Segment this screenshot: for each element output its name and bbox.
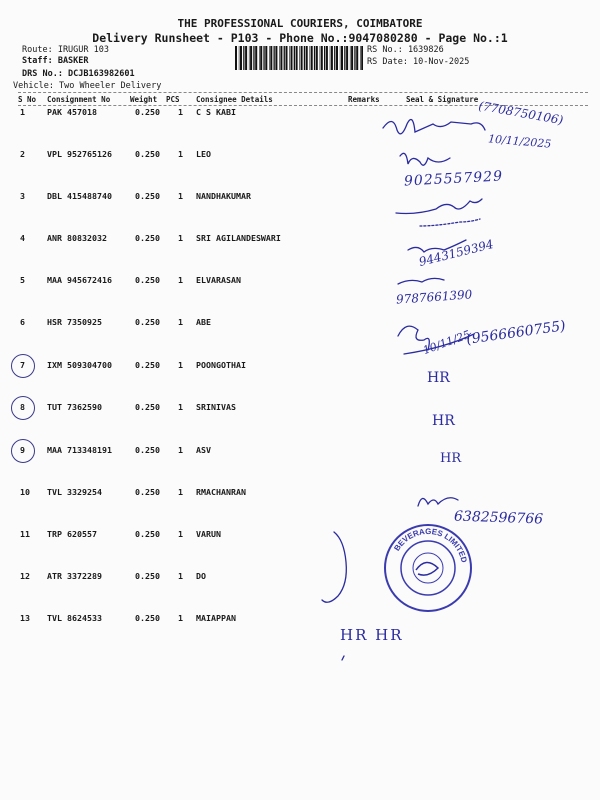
rs-date: RS Date: 10-Nov-2025 (367, 57, 470, 67)
row-7-name: POONGOTHAI (196, 360, 246, 370)
row-6-name: ABE (196, 317, 211, 327)
row-8-pcs: 1 (178, 402, 183, 412)
signature-2 (400, 153, 450, 165)
row-11-cons: TRP 620557 (47, 529, 97, 539)
document-title: THE PROFESSIONAL COURIERS, COIMBATORE (177, 17, 423, 30)
row-1-name: C S KABI (196, 107, 236, 117)
row-5-wt: 0.250 (135, 275, 160, 285)
row-7-sno: 7 (20, 360, 25, 370)
row-9-sno: 9 (20, 445, 25, 455)
col-weight: Weight (130, 95, 158, 104)
handwritten-hr-7: HR (427, 370, 450, 386)
row-11-name: VARUN (196, 529, 221, 539)
row-8-sno: 8 (20, 402, 25, 412)
signature-1 (383, 120, 485, 134)
col-remarks: Remarks (348, 95, 380, 104)
handwritten-date-6: 10/11/25 (421, 327, 473, 358)
row-3-cons: DBL 415488740 (47, 191, 112, 201)
row-4-pcs: 1 (178, 233, 183, 243)
row-12-name: DO (196, 571, 206, 581)
company-seal (382, 522, 474, 614)
drs-label: DRS No.: DCJB163982601 (22, 69, 135, 79)
row-5-name: ELVARASAN (196, 275, 241, 285)
row-10-pcs: 1 (178, 487, 183, 497)
row-7-pcs: 1 (178, 360, 183, 370)
row-7-wt: 0.250 (135, 360, 160, 370)
row-2-cons: VPL 952765126 (47, 149, 112, 159)
row-11-sno: 11 (20, 529, 30, 539)
rs-number: RS No.: 1639826 (367, 45, 444, 55)
handwritten-phone-5: 9787661390 (395, 287, 473, 307)
row-1-wt: 0.250 (135, 107, 160, 117)
row-13-cons: TVL 8624533 (47, 613, 102, 623)
signature-3b (420, 219, 480, 226)
handwritten-phone-2: 9025557929 (403, 168, 504, 190)
row-9-cons: MAA 713348191 (47, 445, 112, 455)
row-3-sno: 3 (20, 191, 25, 201)
signature-10 (418, 498, 458, 506)
row-5-cons: MAA 945672416 (47, 275, 112, 285)
row-9-name: ASV (196, 445, 211, 455)
row-4-sno: 4 (20, 233, 25, 243)
signature-5 (398, 278, 444, 284)
row-2-pcs: 1 (178, 149, 183, 159)
route-label: Route: IRUGUR 103 (22, 45, 109, 55)
row-9-wt: 0.250 (135, 445, 160, 455)
row-13-sno: 13 (20, 613, 30, 623)
row-13-wt: 0.250 (135, 613, 160, 623)
col-consignment: Consignment No (47, 95, 111, 104)
col-consignee: Consignee Details (196, 95, 273, 104)
signature-3 (396, 199, 482, 214)
handwritten-hr-9: HR (440, 451, 462, 466)
handwritten-date-1: 10/11/2025 (487, 132, 552, 151)
row-8-cons: TUT 7362590 (47, 402, 102, 412)
header-top-rule (18, 92, 588, 93)
row-11-wt: 0.250 (135, 529, 160, 539)
row-3-wt: 0.250 (135, 191, 160, 201)
row-5-sno: 5 (20, 275, 25, 285)
row-12-cons: ATR 3372289 (47, 571, 102, 581)
row-6-pcs: 1 (178, 317, 183, 327)
col-pcs: PCS (166, 95, 180, 104)
handwritten-hr-8: HR (432, 413, 455, 429)
staff-label: Staff: BASKER (22, 56, 89, 66)
col-sno: S No (18, 95, 37, 104)
row-1-sno: 1 (20, 107, 25, 117)
row-6-sno: 6 (20, 317, 25, 327)
row-6-wt: 0.250 (135, 317, 160, 327)
barcode (235, 46, 363, 70)
row-11-pcs: 1 (178, 529, 183, 539)
row-1-pcs: 1 (178, 107, 183, 117)
document-subtitle: Delivery Runsheet - P103 - Phone No.:9047080280 - Page No.:1 (92, 31, 508, 45)
handwritten-hr-13: HR HR (340, 626, 404, 644)
row-12-pcs: 1 (178, 571, 183, 581)
row-3-pcs: 1 (178, 191, 183, 201)
row-13-name: MAIAPPAN (196, 613, 236, 623)
row-10-name: RMACHANRAN (196, 487, 246, 497)
row-3-name: NANDHAKUMAR (196, 191, 251, 201)
row-4-wt: 0.250 (135, 233, 160, 243)
row-6-cons: HSR 7350925 (47, 317, 102, 327)
seal-text: BEVERAGES LIMITED (392, 526, 469, 564)
handwritten-phone-1: (7708750106) (477, 98, 565, 128)
row-12-wt: 0.250 (135, 571, 160, 581)
col-seal-signature: Seal & Signature (406, 95, 479, 104)
row-10-sno: 10 (20, 487, 30, 497)
row-4-cons: ANR 80832032 (47, 233, 107, 243)
vehicle-label: Vehicle: Two Wheeler Delivery (13, 81, 162, 91)
row-10-wt: 0.250 (135, 487, 160, 497)
row-1-cons: PAK 457018 (47, 107, 97, 117)
bracket-mark (322, 532, 346, 602)
row-4-name: SRI AGILANDESWARI (196, 233, 281, 243)
handwritten-phone-4: 9443159394 (417, 236, 495, 270)
row-8-wt: 0.250 (135, 402, 160, 412)
row-2-wt: 0.250 (135, 149, 160, 159)
handwritten-phone-10: 6382596766 (453, 508, 544, 528)
handwritten-phone-6: (9566660755) (465, 318, 567, 348)
row-2-sno: 2 (20, 149, 25, 159)
row-9-pcs: 1 (178, 445, 183, 455)
row-7-cons: IXM 509304700 (47, 360, 112, 370)
row-13-pcs: 1 (178, 613, 183, 623)
tick-mark (342, 656, 344, 660)
row-12-sno: 12 (20, 571, 30, 581)
row-10-cons: TVL 3329254 (47, 487, 102, 497)
row-8-name: SRINIVAS (196, 402, 236, 412)
row-5-pcs: 1 (178, 275, 183, 285)
row-2-name: LEO (196, 149, 211, 159)
